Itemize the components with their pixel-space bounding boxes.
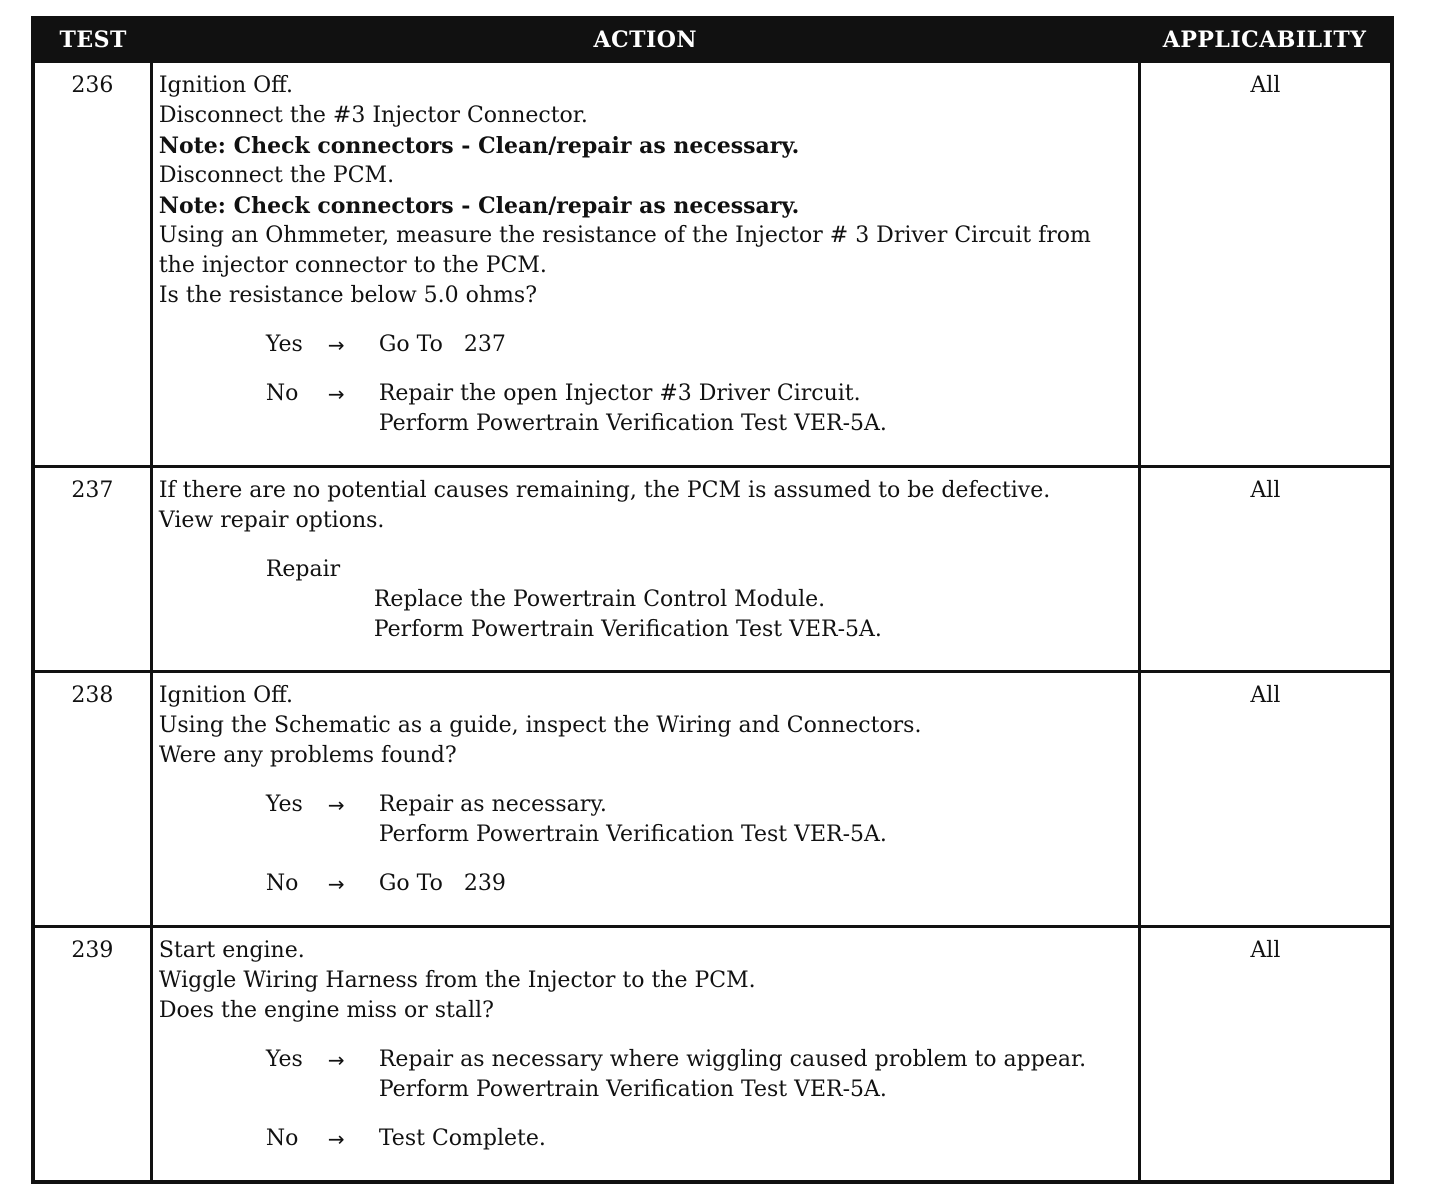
branch-result-line: Perform Powertrain Verification Test VER-5A. <box>378 411 887 436</box>
branch-result-line: Test Complete. <box>378 1126 546 1151</box>
test-number: 238 <box>33 672 151 927</box>
action-note: Note: Check connectors - Clean/repair as necessary. <box>158 193 800 219</box>
branch-result <box>379 790 1134 850</box>
action-note: Note: Check connectors - Clean/repair as necessary. <box>158 133 800 159</box>
applicability-value: All <box>1139 62 1392 467</box>
repair-steps <box>266 585 1134 645</box>
branch-result <box>379 379 1134 439</box>
test-number: 237 <box>33 467 151 672</box>
arrow-right-icon: → <box>327 1127 345 1151</box>
branch-result-line: Repair the open Injector #3 Driver Circuit. <box>378 381 861 406</box>
action-line: Wiggle Wiring Harness from the Injector to the PCM. <box>158 968 756 993</box>
repair-options <box>159 555 1134 645</box>
action-cell <box>151 62 1139 467</box>
applicability-value: All <box>1139 672 1392 927</box>
arrow-right-icon: → <box>327 872 345 896</box>
action-question: Were any problems found? <box>158 743 457 768</box>
action-line: View repair options. <box>158 508 385 533</box>
action-cell <box>151 927 1139 1183</box>
repair-step: Replace the Powertrain Control Module. <box>373 587 826 612</box>
action-line: If there are no potential causes remaining, the PCM is assumed to be defective. <box>158 478 1051 503</box>
branch-label: No <box>265 381 299 406</box>
table-row <box>33 927 1392 1183</box>
branch-result-line: Perform Powertrain Verification Test VER-5A. <box>378 1077 887 1102</box>
diagnostic-test-table <box>31 16 1394 1184</box>
applicability-value: All <box>1139 467 1392 672</box>
action-cell <box>151 467 1139 672</box>
branch-no <box>159 869 1134 899</box>
branch-label: Yes <box>265 1047 303 1072</box>
action-line: Disconnect the PCM. <box>158 163 395 188</box>
branch-result <box>379 869 1134 899</box>
branch-result-line: Repair as necessary where wiggling caused problem to appear. <box>378 1047 1087 1072</box>
action-line: Start engine. <box>158 938 305 963</box>
branch-yes <box>159 1045 1134 1105</box>
header-applicability: APPLICABILITY <box>1139 18 1392 62</box>
repair-label: Repair <box>265 557 341 582</box>
header-test: TEST <box>33 18 151 62</box>
branch-label: No <box>265 871 299 896</box>
action-cell <box>151 672 1139 927</box>
branch-result <box>379 1045 1134 1105</box>
table-row <box>33 62 1392 467</box>
arrow-right-icon: → <box>327 1048 345 1072</box>
table-row <box>33 467 1392 672</box>
action-line: Using an Ohmmeter, measure the resistance of the Injector # 3 Driver Circuit from <box>158 223 1091 248</box>
table-header <box>33 18 1392 62</box>
branch-no <box>159 1124 1134 1154</box>
branch-label: Yes <box>265 332 303 357</box>
repair-step: Perform Powertrain Verification Test VER-5A. <box>373 617 882 642</box>
arrow-right-icon: → <box>327 793 345 817</box>
branch-result <box>379 330 1134 360</box>
action-line: Disconnect the #3 Injector Connector. <box>158 103 588 128</box>
test-number: 236 <box>33 62 151 467</box>
applicability-value: All <box>1139 927 1392 1183</box>
branch-no <box>159 379 1134 439</box>
table-row <box>33 672 1392 927</box>
header-action: ACTION <box>151 18 1139 62</box>
branch-label: No <box>265 1126 299 1151</box>
action-line: the injector connector to the PCM. <box>158 253 547 278</box>
action-line: Ignition Off. <box>158 683 293 708</box>
arrow-right-icon: → <box>327 382 345 406</box>
branch-result-line: Repair as necessary. <box>378 792 607 817</box>
branch-result-line: Go To 239 <box>378 871 506 896</box>
branch-label: Yes <box>265 792 303 817</box>
action-question: Does the engine miss or stall? <box>158 998 494 1023</box>
branch-result <box>379 1124 1134 1154</box>
branch-yes <box>159 330 1134 360</box>
test-number: 239 <box>33 927 151 1183</box>
action-line: Ignition Off. <box>158 73 293 98</box>
arrow-right-icon: → <box>327 333 345 357</box>
branch-result-line: Perform Powertrain Verification Test VER-5A. <box>378 822 887 847</box>
branch-result-line: Go To 237 <box>378 332 506 357</box>
action-question: Is the resistance below 5.0 ohms? <box>158 283 538 308</box>
action-line: Using the Schematic as a guide, inspect the Wiring and Connectors. <box>158 713 922 738</box>
branch-yes <box>159 790 1134 850</box>
